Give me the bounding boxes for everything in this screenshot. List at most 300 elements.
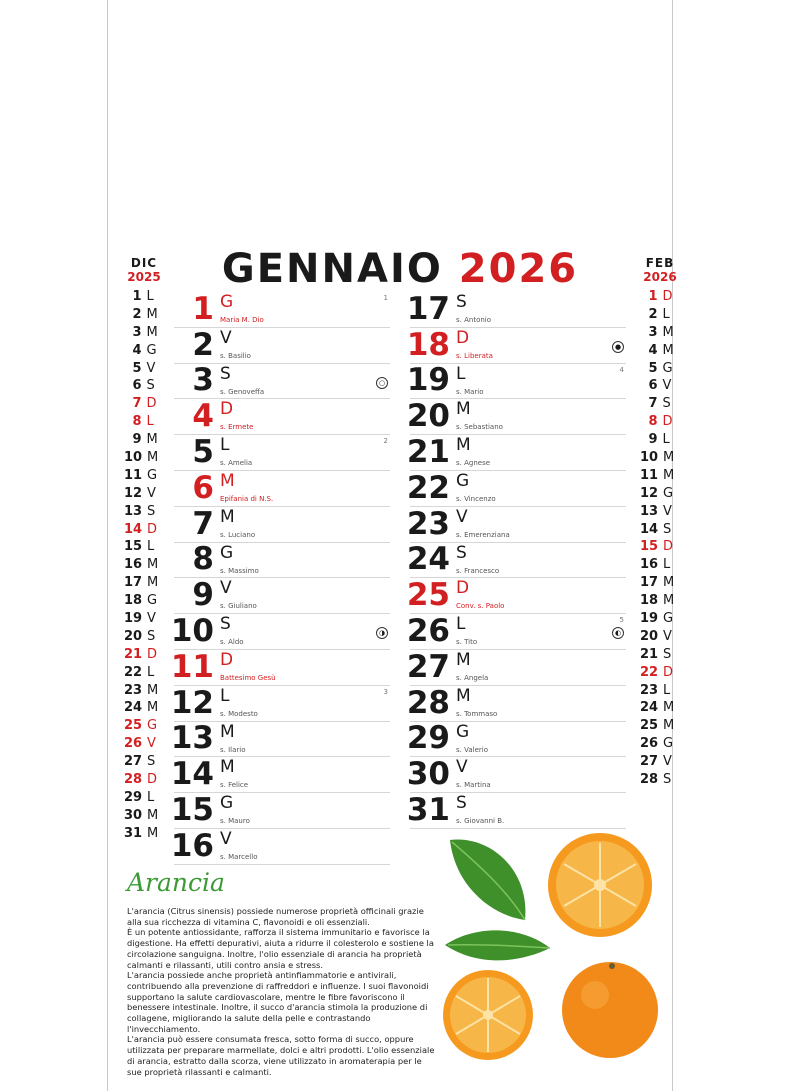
next-month-day-row bbox=[640, 377, 680, 395]
prev-month-day-number: 18 bbox=[124, 593, 143, 609]
weekday-letter: G bbox=[220, 542, 234, 563]
days-column-right bbox=[406, 290, 626, 829]
day-number: 20 bbox=[406, 398, 450, 435]
prev-month-weekday-letter: V bbox=[146, 360, 156, 376]
prev-month-weekday-letter: D bbox=[147, 521, 158, 537]
day-number: 2 bbox=[192, 326, 214, 363]
weekday-letter: D bbox=[456, 327, 470, 348]
day-row bbox=[406, 541, 626, 579]
next-month-weekday-letter: L bbox=[663, 557, 671, 573]
day-number: 18 bbox=[406, 326, 450, 363]
day-number: 22 bbox=[406, 469, 450, 506]
day-row bbox=[170, 756, 390, 793]
prev-month-day-row bbox=[124, 431, 164, 449]
prev-month-weekday-letter: M bbox=[146, 432, 158, 448]
next-month-day-number: 12 bbox=[640, 485, 659, 501]
next-month-day-row bbox=[640, 699, 680, 717]
prev-month-day-number: 25 bbox=[124, 718, 143, 734]
day-number: 16 bbox=[170, 827, 214, 864]
prev-month-day-row bbox=[124, 592, 164, 610]
next-month-weekday-letter: M bbox=[662, 342, 674, 358]
prev-month-day-row bbox=[124, 485, 164, 503]
day-number: 10 bbox=[170, 612, 214, 649]
day-number: 6 bbox=[192, 469, 214, 506]
next-month-day-number: 19 bbox=[640, 611, 659, 627]
next-month-day-row bbox=[640, 521, 680, 539]
prev-month-day-number: 11 bbox=[124, 467, 143, 483]
prev-month-day-number: 16 bbox=[124, 557, 143, 573]
day-number: 24 bbox=[406, 541, 450, 578]
prev-month-day-number: 8 bbox=[132, 414, 142, 430]
fruit-paragraph: L'arancia può essere consumata fresca, sotto forma di succo, oppure utilizzata per preparare marmellate, dolci e altri prodotti. L'olio essenziale di arancia, estratto dalla scorza, viene utilizzato in aromaterapia per le sue proprietà rilassanti e calmanti. bbox=[127, 1034, 435, 1077]
prev-month-day-number: 6 bbox=[132, 378, 142, 394]
saint-name: s. Emerenziana bbox=[456, 530, 510, 539]
saint-name: s. Francesco bbox=[456, 566, 500, 575]
prev-month-day-number: 22 bbox=[124, 664, 143, 680]
weekday-letter: D bbox=[456, 578, 470, 599]
saint-name: s. Genoveffa bbox=[220, 387, 265, 396]
next-month-weekday-letter: L bbox=[663, 682, 671, 698]
prev-month-weekday-letter: S bbox=[147, 503, 156, 519]
saint-name: s. Marcello bbox=[220, 852, 258, 861]
next-month-day-number: 10 bbox=[640, 450, 659, 466]
saint-name: s. Giovanni B. bbox=[456, 817, 505, 826]
next-month-day-row bbox=[640, 395, 680, 413]
next-month-day-row bbox=[640, 610, 680, 628]
next-month-day-row bbox=[640, 306, 680, 324]
weekday-letter: L bbox=[220, 435, 230, 456]
oranges-illustration bbox=[430, 830, 665, 1060]
next-month-day-row bbox=[640, 360, 680, 378]
day-row bbox=[406, 505, 626, 543]
prev-month-day-row bbox=[124, 682, 164, 700]
next-month-day-row bbox=[640, 413, 680, 431]
saint-name: s. Basilio bbox=[220, 351, 251, 360]
next-month-day-row bbox=[640, 628, 680, 646]
prev-month-weekday-letter: M bbox=[147, 682, 159, 698]
next-month-weekday-letter: G bbox=[663, 736, 674, 752]
next-month-day-row bbox=[640, 592, 680, 610]
prev-month-weekday-letter: S bbox=[147, 754, 156, 770]
prev-month-weekday-letter: D bbox=[147, 646, 158, 662]
saint-name: s. Aldo bbox=[220, 638, 244, 647]
saint-name: s. Ilario bbox=[220, 745, 246, 754]
fruit-paragraph: L'arancia (Citrus sinensis) possiede numerose proprietà officinali grazie alla sua ricchezza di vitamina C, flavonoidi e oli essenziali. bbox=[127, 906, 424, 927]
prev-month-day-number: 28 bbox=[124, 772, 143, 788]
leaf-middle bbox=[445, 930, 550, 960]
day-row bbox=[406, 684, 626, 722]
next-month-weekday-letter: D bbox=[663, 539, 674, 555]
prev-month-weekday-letter: S bbox=[146, 378, 155, 394]
saint-name: Battesimo Gesù bbox=[220, 673, 276, 682]
prev-month-day-number: 3 bbox=[132, 324, 142, 340]
prev-month-day-row bbox=[124, 538, 164, 556]
next-month-weekday-letter: D bbox=[663, 664, 674, 680]
day-row bbox=[406, 362, 626, 400]
next-month-weekday-letter: M bbox=[663, 467, 675, 483]
saint-name: s. Ermete bbox=[220, 423, 254, 432]
next-month-year: 2026 bbox=[643, 270, 677, 284]
next-month-day-row bbox=[640, 646, 680, 664]
next-month-day-row bbox=[640, 485, 680, 503]
next-month-day-number: 11 bbox=[640, 467, 659, 483]
fruit-title: Arancia bbox=[127, 868, 225, 897]
saint-name: s. Felice bbox=[220, 781, 249, 790]
day-row bbox=[174, 364, 390, 400]
weekday-letter: G bbox=[456, 721, 470, 742]
prev-month-day-row bbox=[124, 610, 164, 628]
weekday-letter: M bbox=[220, 506, 235, 527]
next-month-weekday-letter: D bbox=[662, 289, 673, 304]
day-row bbox=[174, 578, 390, 614]
next-month-day-number: 21 bbox=[640, 646, 659, 662]
saint-name: s. Mauro bbox=[220, 817, 250, 826]
day-row bbox=[406, 756, 626, 793]
saint-name: s. Antonio bbox=[456, 316, 492, 324]
prev-month-day-row bbox=[124, 449, 164, 467]
day-number: 12 bbox=[170, 684, 214, 721]
prev-month-day-number: 1 bbox=[132, 289, 142, 304]
week-number: 3 bbox=[383, 687, 388, 696]
prev-month-day-number: 31 bbox=[124, 825, 143, 841]
prev-month-weekday-letter: V bbox=[147, 736, 156, 752]
next-month-weekday-letter: M bbox=[662, 324, 674, 340]
next-month-day-number: 1 bbox=[648, 289, 658, 304]
weekday-letter: S bbox=[456, 292, 467, 312]
prev-month-day-number: 7 bbox=[132, 396, 142, 412]
prev-month-day-row bbox=[124, 628, 164, 646]
prev-month-day-row bbox=[124, 664, 164, 682]
next-month-day-row bbox=[640, 431, 680, 449]
next-month-day-number: 17 bbox=[640, 575, 659, 591]
next-month-weekday-letter: S bbox=[663, 772, 672, 788]
saint-name: s. Massimo bbox=[220, 566, 259, 575]
weekday-letter: S bbox=[220, 614, 231, 635]
prev-month-weekday-letter: L bbox=[147, 789, 155, 805]
saint-name: Epifania di N.S. bbox=[220, 494, 274, 503]
prev-month-day-number: 14 bbox=[124, 521, 143, 537]
prev-month-weekday-letter: D bbox=[146, 396, 157, 412]
day-number: 19 bbox=[406, 362, 450, 399]
title-month: GENNAIO bbox=[221, 246, 443, 292]
prev-month-day-row bbox=[124, 395, 164, 413]
next-month-weekday-letter: V bbox=[662, 378, 672, 394]
next-month-day-number: 18 bbox=[640, 593, 659, 609]
weekday-letter: M bbox=[456, 435, 471, 456]
prev-month-weekday-letter: G bbox=[147, 593, 158, 609]
weekday-letter: V bbox=[220, 828, 232, 849]
prev-month-day-row bbox=[124, 699, 164, 717]
prev-month-day-number: 13 bbox=[124, 503, 143, 519]
saint-name: s. Vincenzo bbox=[456, 494, 496, 503]
next-month-weekday-letter: G bbox=[663, 485, 674, 501]
day-row bbox=[170, 648, 390, 686]
day-number: 8 bbox=[192, 541, 214, 578]
prev-month-day-row bbox=[124, 377, 164, 395]
next-month-day-number: 5 bbox=[648, 360, 658, 376]
day-number: 4 bbox=[192, 398, 214, 435]
prev-month-day-number: 2 bbox=[132, 306, 142, 322]
day-number: 3 bbox=[192, 362, 214, 399]
day-number: 28 bbox=[406, 684, 450, 721]
next-month-mini-calendar bbox=[640, 256, 680, 789]
fruit-description bbox=[127, 906, 437, 1077]
next-month-weekday-letter: M bbox=[663, 718, 675, 734]
fruit-paragraph: È un potente antiossidante, rafforza il sistema immunitario e favorisce la digestione. Ha effetti depurativi, aiuta a ridurre il colesterolo e sostiene la circolazione sanguigna. Inoltre, l'olio essenziale di arancia ha proprietà calmanti e rilassanti, utili contro ansia e stress. bbox=[127, 927, 434, 970]
next-month-day-number: 9 bbox=[648, 432, 658, 448]
next-month-day-row bbox=[640, 538, 680, 556]
prev-month-weekday-letter: M bbox=[147, 825, 159, 841]
weekday-letter: V bbox=[220, 578, 232, 599]
next-month-day-row bbox=[640, 342, 680, 360]
prev-month-weekday-letter: M bbox=[147, 557, 159, 573]
saint-name: s. Luciano bbox=[220, 530, 256, 539]
day-row bbox=[174, 435, 390, 471]
day-row bbox=[406, 290, 626, 328]
prev-month-year: 2025 bbox=[127, 270, 161, 284]
day-row bbox=[170, 791, 390, 829]
page-title bbox=[0, 246, 800, 292]
day-number: 21 bbox=[406, 433, 450, 470]
next-month-day-number: 28 bbox=[640, 772, 659, 788]
prev-month-name: DIC bbox=[130, 256, 158, 270]
day-number: 5 bbox=[192, 433, 214, 470]
prev-month-day-number: 17 bbox=[124, 575, 143, 591]
next-month-day-number: 27 bbox=[640, 754, 659, 770]
saint-name: s. Agnese bbox=[456, 459, 491, 468]
weekday-letter: M bbox=[456, 685, 471, 706]
day-row bbox=[406, 648, 626, 686]
next-month-day-row bbox=[640, 467, 680, 485]
weekday-letter: S bbox=[220, 363, 231, 384]
next-month-day-row bbox=[640, 753, 680, 771]
next-month-day-number: 24 bbox=[640, 700, 659, 716]
prev-month-day-row bbox=[124, 574, 164, 592]
weekday-letter: S bbox=[456, 793, 467, 814]
saint-name: s. Martina bbox=[456, 781, 491, 790]
prev-month-day-row bbox=[124, 360, 164, 378]
prev-month-day-number: 4 bbox=[132, 342, 142, 358]
next-month-weekday-letter: S bbox=[663, 521, 672, 537]
day-number: 15 bbox=[170, 791, 214, 828]
prev-month-day-row bbox=[124, 807, 164, 825]
weekday-letter: S bbox=[456, 542, 467, 563]
saint-name: s. Mario bbox=[456, 387, 484, 396]
day-row bbox=[170, 612, 390, 650]
prev-month-weekday-letter: D bbox=[147, 772, 158, 788]
saint-name: s. Liberata bbox=[456, 351, 493, 360]
weekday-letter: G bbox=[220, 793, 234, 814]
next-month-day-row bbox=[640, 288, 680, 306]
next-month-weekday-letter: V bbox=[663, 628, 672, 644]
prev-month-day-row bbox=[124, 717, 164, 735]
day-number: 23 bbox=[406, 505, 450, 542]
full-moon-icon: ○ bbox=[376, 377, 388, 389]
weekday-letter: V bbox=[220, 327, 232, 348]
saint-name: s. Amelia bbox=[220, 459, 253, 468]
prev-month-day-number: 19 bbox=[124, 611, 143, 627]
prev-month-weekday-letter: L bbox=[146, 289, 154, 304]
prev-month-day-row bbox=[124, 753, 164, 771]
prev-month-weekday-letter: G bbox=[147, 467, 158, 483]
day-row bbox=[406, 577, 626, 614]
next-month-day-number: 2 bbox=[648, 306, 658, 322]
next-month-day-row bbox=[640, 682, 680, 700]
title-year: 2026 bbox=[458, 246, 579, 292]
next-month-weekday-letter: V bbox=[663, 503, 672, 519]
prev-month-day-number: 24 bbox=[124, 700, 143, 716]
new-moon-icon: ● bbox=[612, 341, 624, 353]
prev-month-day-number: 29 bbox=[124, 789, 143, 805]
day-number: 11 bbox=[170, 648, 214, 685]
prev-month-day-row bbox=[124, 735, 164, 753]
prev-month-day-row bbox=[124, 324, 164, 342]
saint-name: s. Angela bbox=[456, 673, 489, 682]
prev-month-day-row bbox=[124, 789, 164, 807]
next-month-day-row bbox=[640, 664, 680, 682]
prev-month-day-number: 27 bbox=[124, 754, 143, 770]
weekday-letter: M bbox=[456, 399, 471, 420]
last-quarter-icon: ◑ bbox=[376, 627, 388, 639]
next-month-day-row bbox=[640, 449, 680, 467]
weekday-letter: M bbox=[220, 757, 235, 778]
next-month-weekday-letter: M bbox=[663, 593, 675, 609]
orange-half-bottom bbox=[443, 970, 533, 1060]
next-month-day-number: 8 bbox=[648, 414, 658, 430]
next-month-day-row bbox=[640, 735, 680, 753]
day-row bbox=[406, 469, 626, 507]
day-row bbox=[406, 398, 626, 435]
prev-month-day-row bbox=[124, 503, 164, 521]
prev-month-day-number: 23 bbox=[124, 682, 143, 698]
prev-month-day-number: 10 bbox=[124, 450, 143, 466]
next-month-weekday-letter: L bbox=[662, 306, 670, 322]
day-row bbox=[174, 328, 390, 364]
prev-month-day-number: 21 bbox=[124, 646, 143, 662]
prev-month-weekday-letter: V bbox=[147, 485, 156, 501]
weekday-letter: V bbox=[456, 757, 468, 778]
prev-month-day-row bbox=[124, 771, 164, 789]
day-number: 26 bbox=[406, 612, 450, 649]
next-month-weekday-letter: M bbox=[663, 575, 675, 591]
next-month-day-number: 4 bbox=[648, 342, 658, 358]
day-row bbox=[170, 720, 390, 758]
prev-month-day-row bbox=[124, 413, 164, 431]
prev-month-day-row bbox=[124, 646, 164, 664]
next-month-day-number: 26 bbox=[640, 736, 659, 752]
prev-month-day-row bbox=[124, 825, 164, 843]
weekday-letter: D bbox=[220, 399, 234, 420]
prev-month-weekday-letter: L bbox=[147, 664, 155, 680]
prev-month-weekday-letter: M bbox=[147, 575, 159, 591]
prev-month-weekday-letter: M bbox=[147, 700, 159, 716]
saint-name: Conv. s. Paolo bbox=[456, 602, 505, 611]
fruit-paragraph: L'arancia possiede anche proprietà antinfiammatorie e antivirali, contribuendo alla prevenzione di raffreddori e influenze. I suoi flavonoidi supportano la salute cardiovascolare, mentre le fibre favoriscono il benessere intestinale. Inoltre, il succo d'arancia stimola la produzione di collagene, migliorando la salute della pelle e contrastando l'invecchiamento. bbox=[127, 970, 429, 1034]
orange-half-top bbox=[548, 833, 652, 937]
next-month-day-number: 3 bbox=[648, 324, 658, 340]
next-month-weekday-letter: G bbox=[662, 360, 673, 376]
day-row bbox=[170, 684, 390, 722]
saint-name: s. Tommaso bbox=[456, 709, 498, 718]
weekday-letter: D bbox=[220, 649, 234, 670]
prev-month-day-number: 5 bbox=[132, 360, 142, 376]
prev-month-weekday-letter: G bbox=[146, 342, 157, 358]
saint-name: s. Modesto bbox=[220, 709, 258, 718]
day-row bbox=[406, 326, 626, 364]
day-number: 1 bbox=[192, 290, 214, 327]
day-row bbox=[174, 399, 390, 435]
prev-month-weekday-letter: L bbox=[147, 539, 155, 555]
next-month-day-number: 7 bbox=[648, 396, 658, 412]
prev-month-weekday-letter: L bbox=[146, 414, 154, 430]
saint-name: s. Valerio bbox=[456, 745, 488, 754]
prev-month-day-number: 15 bbox=[124, 539, 143, 555]
first-quarter-icon: ◐ bbox=[612, 627, 624, 639]
day-number: 13 bbox=[170, 720, 214, 757]
next-month-day-number: 16 bbox=[640, 557, 659, 573]
whole-orange bbox=[562, 962, 658, 1058]
day-number: 17 bbox=[406, 290, 450, 327]
prev-month-day-number: 9 bbox=[132, 432, 142, 448]
next-month-day-number: 23 bbox=[640, 682, 659, 698]
prev-month-day-row bbox=[124, 521, 164, 539]
next-month-day-number: 20 bbox=[640, 628, 659, 644]
next-month-weekday-letter: M bbox=[663, 700, 675, 716]
weekday-letter: M bbox=[220, 470, 235, 491]
prev-month-weekday-letter: V bbox=[147, 611, 156, 627]
saint-name: Maria M. Dio bbox=[220, 316, 264, 324]
next-month-day-row bbox=[640, 574, 680, 592]
prev-month-weekday-letter: M bbox=[147, 450, 159, 466]
day-row bbox=[406, 720, 626, 758]
saint-name: s. Sebastiano bbox=[456, 423, 503, 432]
day-row bbox=[174, 292, 390, 328]
prev-month-weekday-letter: S bbox=[147, 628, 156, 644]
prev-month-day-row bbox=[124, 467, 164, 485]
day-number: 7 bbox=[192, 505, 214, 542]
weekday-letter: L bbox=[456, 363, 466, 384]
next-month-day-row bbox=[640, 717, 680, 735]
next-month-day-number: 22 bbox=[640, 664, 659, 680]
prev-month-day-row bbox=[124, 306, 164, 324]
next-month-weekday-letter: M bbox=[663, 450, 675, 466]
week-number: 1 bbox=[383, 294, 388, 302]
days-column-left bbox=[170, 290, 390, 865]
week-number: 5 bbox=[619, 616, 624, 625]
previous-month-mini-calendar bbox=[124, 256, 164, 843]
prev-month-day-number: 26 bbox=[124, 736, 143, 752]
day-row bbox=[406, 612, 626, 650]
prev-month-day-row bbox=[124, 342, 164, 360]
next-month-weekday-letter: S bbox=[663, 646, 672, 662]
day-number: 29 bbox=[406, 720, 450, 757]
next-month-weekday-letter: S bbox=[662, 396, 671, 412]
next-month-day-row bbox=[640, 771, 680, 789]
prev-month-weekday-letter: M bbox=[147, 807, 159, 823]
week-number: 4 bbox=[619, 365, 624, 374]
next-month-weekday-letter: L bbox=[662, 432, 670, 448]
day-number: 9 bbox=[192, 577, 214, 614]
day-number: 25 bbox=[406, 577, 450, 614]
prev-month-weekday-letter: M bbox=[146, 306, 158, 322]
day-number: 30 bbox=[406, 756, 450, 793]
next-month-day-row bbox=[640, 324, 680, 342]
day-row bbox=[406, 791, 626, 829]
next-month-day-number: 15 bbox=[640, 539, 659, 555]
weekday-letter: M bbox=[456, 649, 471, 670]
day-row bbox=[174, 543, 390, 579]
day-row bbox=[170, 827, 390, 865]
